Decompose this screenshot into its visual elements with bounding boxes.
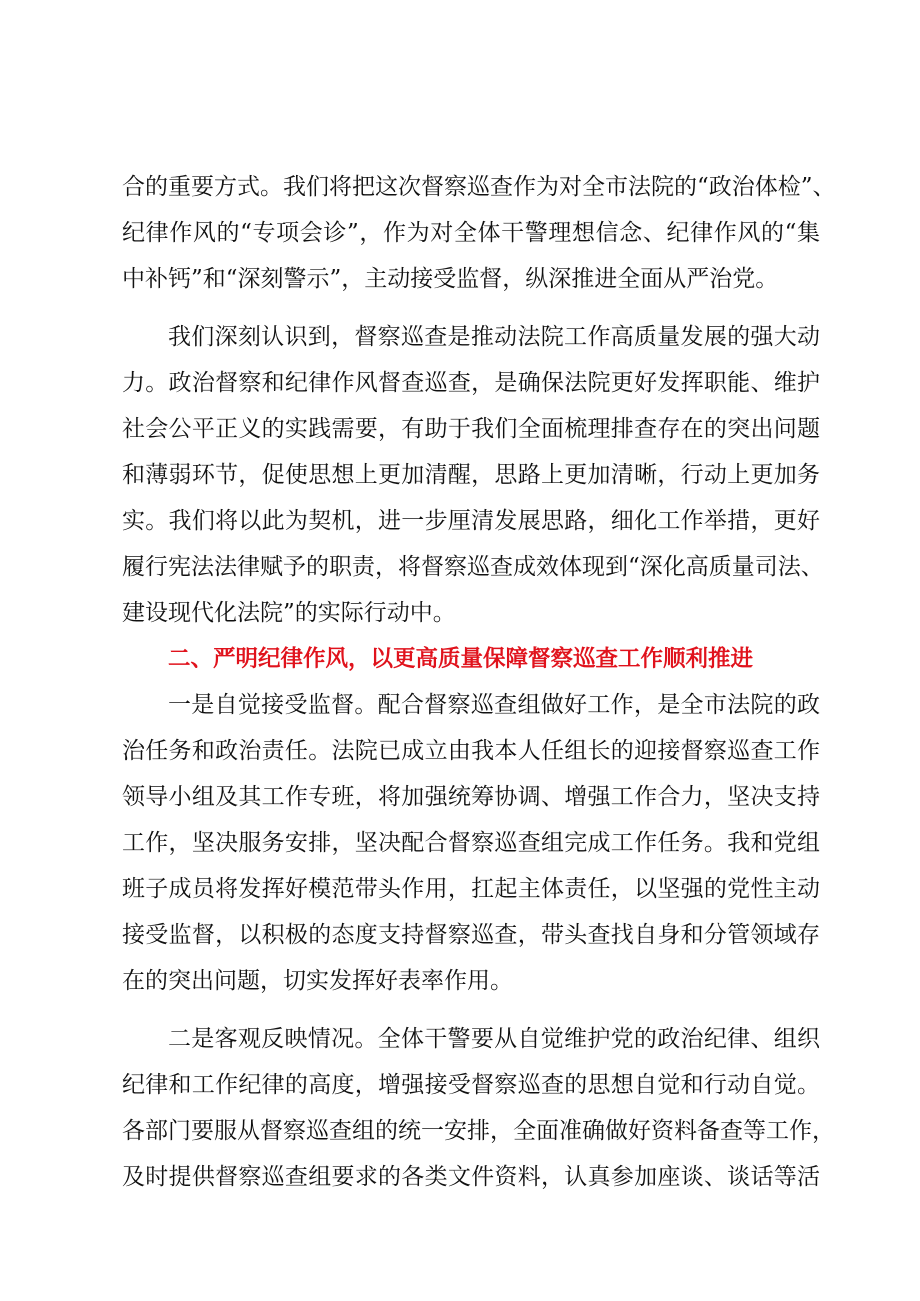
text-line: 纪律作风的“专项会诊”，作为对全体干警理想信念、纪律作风的“集 bbox=[122, 220, 820, 246]
section-heading bbox=[122, 636, 820, 682]
paragraph bbox=[122, 314, 824, 636]
paragraph bbox=[122, 164, 836, 302]
text-line: 一是自觉接受监督。配合督察巡查组做好工作，是全市法院的政 bbox=[168, 692, 820, 718]
text-line: 建设现代化法院”的实际行动中。 bbox=[122, 600, 456, 626]
text-line: 力。政治督察和纪律作风督查巡查，是确保法院更好发挥职能、维护 bbox=[122, 370, 820, 396]
paragraph bbox=[122, 682, 820, 1004]
text-line: 及时提供督察巡查组要求的各类文件资料，认真参加座谈、谈话等活 bbox=[122, 1164, 820, 1190]
text-line: 合的重要方式。我们将把这次督察巡查作为对全市法院的“政治体检”、 bbox=[122, 174, 836, 200]
text-line: 履行宪法法律赋予的职责，将督察巡查成效体现到“深化高质量司法、 bbox=[122, 554, 824, 580]
text-line: 实。我们将以此为契机，进一步厘清发展思路，细化工作举措，更好 bbox=[122, 508, 820, 534]
text-line: 在的突出问题，切实发挥好表率作用。 bbox=[122, 968, 513, 994]
section-heading-text: 二、严明纪律作风，以更高质量保障督察巡查工作顺利推进 bbox=[168, 646, 754, 672]
text-line: 接受监督，以积极的态度支持督察巡查，带头查找自身和分管领域存 bbox=[122, 922, 820, 948]
text-line: 班子成员将发挥好模范带头作用，扛起主体责任，以坚强的党性主动 bbox=[122, 876, 820, 902]
text-line: 我们深刻认识到，督察巡查是推动法院工作高质量发展的强大动 bbox=[168, 324, 820, 350]
paragraph bbox=[122, 1016, 835, 1200]
text-line: 和薄弱环节，促使思想上更加清醒，思路上更加清晰，行动上更加务 bbox=[122, 462, 820, 488]
text-line: 领导小组及其工作专班，将加强统筹协调、增强工作合力，坚决支持 bbox=[122, 784, 820, 810]
text-line: 纪律和工作纪律的高度，增强接受督察巡查的思想自觉和行动自觉。 bbox=[122, 1072, 820, 1098]
text-line: 各部门要服从督察巡查组的统一安排，全面准确做好资料备查等工作， bbox=[122, 1118, 835, 1144]
text-line: 二是客观反映情况。全体干警要从自觉维护党的政治纪律、组织 bbox=[168, 1026, 820, 1052]
document-body bbox=[122, 164, 836, 1200]
text-line: 工作，坚决服务安排，坚决配合督察巡查组完成工作任务。我和党组 bbox=[122, 830, 820, 856]
text-line: 社会公平正义的实践需要，有助于我们全面梳理排查存在的突出问题 bbox=[122, 416, 820, 442]
text-line: 中补钙”和“深刻警示”，主动接受监督，纵深推进全面从严治党。 bbox=[122, 266, 779, 292]
text-line: 治任务和政治责任。法院已成立由我本人任组长的迎接督察巡查工作 bbox=[122, 738, 820, 764]
